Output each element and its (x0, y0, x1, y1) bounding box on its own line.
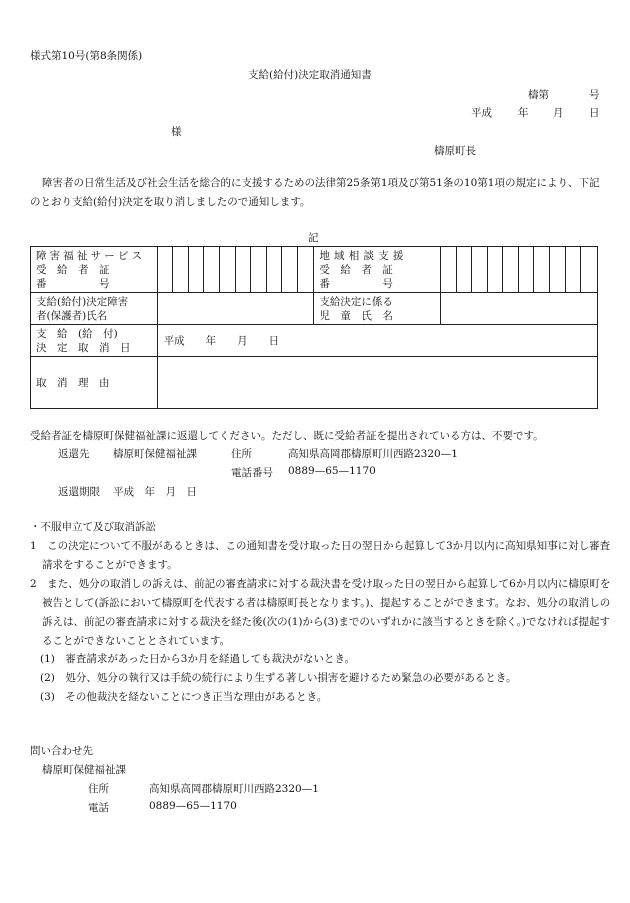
number-cell[interactable] (549, 247, 565, 293)
return-tel-label: 電話番号 (231, 467, 273, 479)
table-row (31, 293, 598, 325)
number-cell[interactable] (173, 247, 189, 293)
contact-tel-label: 電話 (88, 802, 109, 814)
return-dest-label: 返還先 (58, 448, 90, 460)
number-cell[interactable] (472, 247, 488, 293)
date-day: 日 (589, 107, 600, 119)
return-addr-value: 高知県高岡郡檮原町川西路2320—1 (288, 448, 458, 460)
number-cell[interactable] (204, 247, 220, 293)
number-cell[interactable] (188, 247, 204, 293)
number-cell[interactable] (157, 247, 173, 293)
return-notice: 受給者証を檮原町保健福祉課に返還してください。ただし、既に受給者証を提出されている方は、不要です。 (30, 430, 544, 442)
person-name-label: 支給(給付)決定障害 者(保護者)氏名 (31, 293, 158, 325)
document-title: 支給(給付)決定取消通知書 (248, 69, 372, 81)
decision-table (30, 246, 598, 409)
recipient-honorific: 様 (171, 126, 182, 138)
contact-heading: 問い合わせ先 (30, 745, 93, 757)
cancel-reason-label: 取 消 理 由 (31, 357, 158, 409)
contact-dept: 檮原町保健福祉課 (42, 764, 126, 776)
contact-addr-label: 住所 (88, 783, 109, 795)
return-deadline-label: 返還期限 (58, 486, 100, 498)
number-cell[interactable] (282, 247, 298, 293)
return-deadline-value: 平成 年 月 日 (113, 486, 197, 498)
body-text: 障害者の日常生活及び社会生活を総合的に支援するための法律第25条第1項及び第51条の10第1項の規定により、下記のとおり支給(給付)決定を取り消しましたので通知します。 (30, 177, 600, 208)
number-cell[interactable] (503, 247, 519, 293)
child-name-label: 支給決定に係る 児 童 氏 名 (314, 293, 441, 325)
appeal-item-1: 1 この決定について不服があるときは、この通知書を受け取った日の翌日から起算して3か月以内に高知県知事に対し審査請求をすることができます。 (30, 540, 611, 571)
community-cert-number-label: 地域相談支援 受 給 者 証 番 号 (314, 247, 441, 293)
date-month: 月 (553, 107, 564, 119)
appeal-sub-2: (2) 処分、処分の執行又は手続の続行により生ずる著しい損害を避けるため緊急の必要があるとき。 (40, 672, 517, 684)
number-cell[interactable] (297, 247, 314, 293)
child-name-field[interactable] (441, 293, 598, 325)
document-number-suffix: 号 (589, 89, 600, 101)
document-number-prefix: 檮第 (528, 89, 549, 101)
cancel-reason-field[interactable] (157, 357, 597, 409)
number-cell[interactable] (251, 247, 267, 293)
appeal-sub-1: (1) 審査請求があった日から3か月を経過しても裁決がないとき。 (40, 653, 356, 665)
number-cell[interactable] (518, 247, 534, 293)
appeal-item-2: 2 また、処分の取消しの訴えは、前記の審査請求に対する裁決書を受け取った日の翌日から起算して6か月以内に檮原町を被告として(訴訟において檮原町を代表する者は檮原町長となります。)、提起することができます。なお、処分の取消しの訴えは、前記の審査請求に対する裁決を経た後(次の(1)から(3)までのいずれかに該当するときを除く。)でなければ提起することができないこととされています。 (30, 578, 611, 647)
table-row (31, 357, 598, 409)
date-year: 年 (518, 107, 529, 119)
cancel-date-label: 支 給 (給 付) 決 定 取 消 日 (31, 325, 158, 357)
appeal-sub-3: (3) その他裁決を経ないことにつき正当な理由があるとき。 (40, 691, 328, 703)
contact-tel-value: 0889—65—1170 (149, 800, 237, 812)
date-era: 平成 (471, 107, 492, 119)
contact-addr-value: 高知県高岡郡檮原町川西路2320—1 (149, 783, 319, 795)
number-cell[interactable] (534, 247, 550, 293)
number-cell[interactable] (487, 247, 503, 293)
number-cell[interactable] (219, 247, 235, 293)
number-cell[interactable] (456, 247, 472, 293)
table-row (31, 247, 598, 293)
cancel-date-field[interactable]: 平成 年 月 日 (157, 325, 597, 357)
table-row (31, 325, 598, 357)
form-number: 様式第10号(第8条関係) (30, 50, 143, 62)
number-cell[interactable] (235, 247, 251, 293)
return-addr-label: 住所 (231, 448, 252, 460)
number-cell[interactable] (441, 247, 457, 293)
return-tel-value: 0889—65—1170 (288, 465, 376, 477)
number-cell[interactable] (581, 247, 598, 293)
service-cert-number-label: 障害福祉サービス 受 給 者 証 番 号 (31, 247, 158, 293)
number-cell[interactable] (565, 247, 581, 293)
ki-heading: 記 (308, 232, 319, 244)
sender-name: 檮原町長 (434, 145, 476, 157)
appeal-heading: ・不服申立て及び取消訴訟 (30, 521, 156, 533)
person-name-field[interactable] (157, 293, 314, 325)
number-cell[interactable] (266, 247, 282, 293)
return-dest-value: 檮原町保健福祉課 (113, 448, 197, 460)
